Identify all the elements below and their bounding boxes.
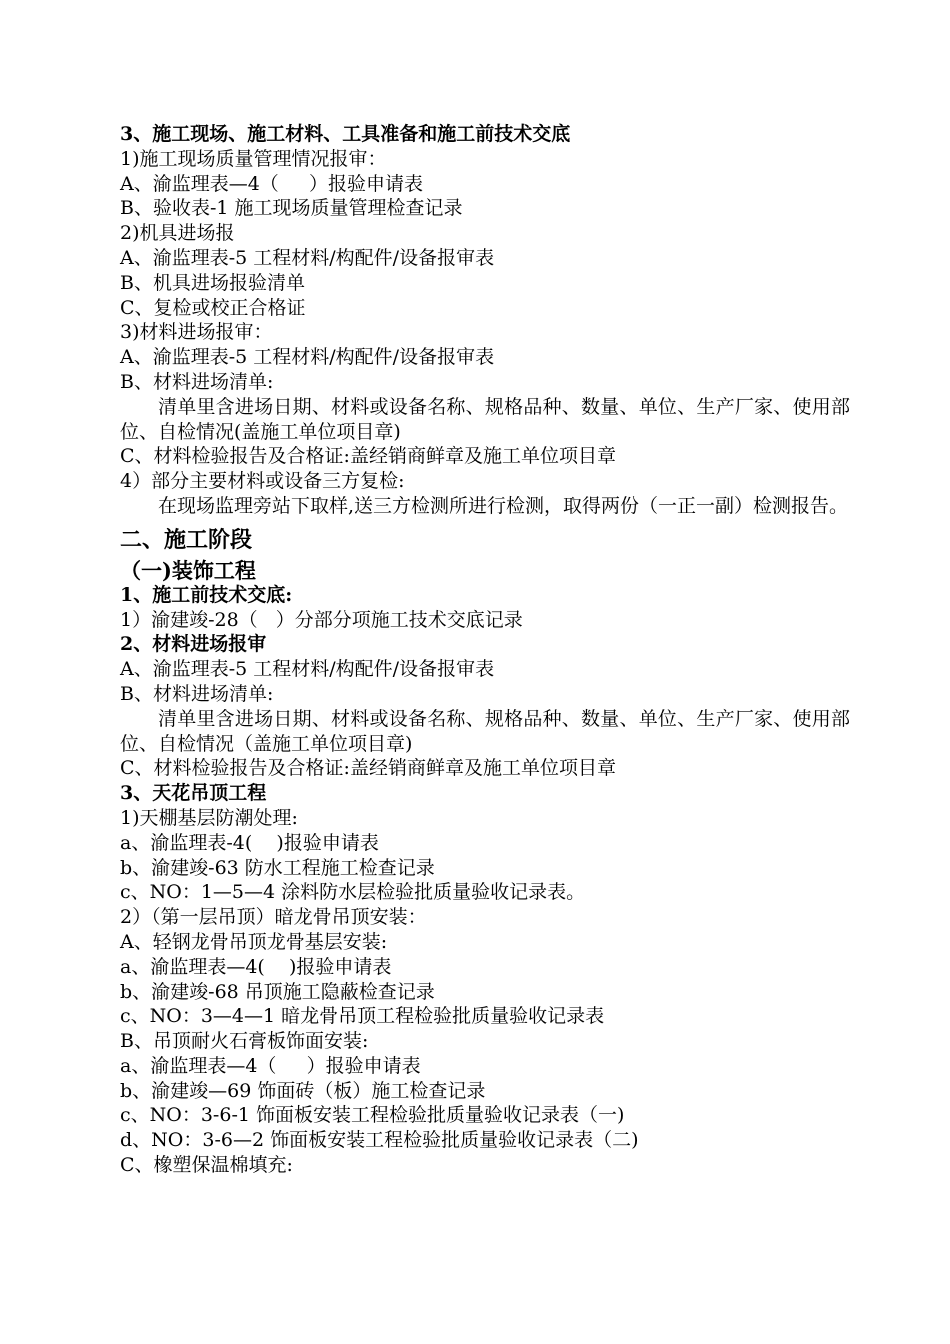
text-line: d、NO：3-6—2 饰面板安装工程检验批质量验收记录表（二): [120, 1129, 639, 1152]
text-line: A、渝监理表-5 工程材料/构配件/设备报审表: [120, 246, 495, 269]
text-line: C、材料检验报告及合格证:盖经销商鲜章及施工单位项目章: [120, 757, 616, 780]
text-line: 2、材料进场报审: [120, 633, 267, 656]
text-line: 1、施工前技术交底:: [120, 583, 293, 606]
text-line: 在现场监理旁站下取样,送三方检测所进行检测，取得两份（一正一副）检测报告。: [158, 494, 849, 517]
text-line: b、渝建竣—69 饰面砖（板）施工检查记录: [120, 1079, 486, 1102]
text-line: c、NO：3—4—1 暗龙骨吊顶工程检验批质量验收记录表: [120, 1005, 605, 1028]
text-line: （一)装饰工程: [120, 557, 256, 583]
text-line: a、渝监理表—4（ ）报验申请表: [120, 1054, 421, 1077]
text-line: A、渝监理表-5 工程材料/构配件/设备报审表: [120, 346, 495, 369]
document-body: [120, 122, 850, 1178]
text-line: 3、天花吊顶工程: [120, 782, 267, 805]
text-line: c、NO：3-6-1 饰面板安装工程检验批质量验收记录表（一): [120, 1104, 625, 1127]
text-line: 2)机具进场报: [120, 222, 235, 245]
text-line: 3)材料进场报审：: [120, 321, 273, 344]
text-line: B、机具进场报验清单: [120, 271, 305, 294]
text-line: 1)天棚基层防潮处理:: [120, 806, 298, 829]
text-line: 清单里含进场日期、材料或设备名称、规格品种、数量、单位、生产厂家、使用部位、自检情况(盖施工单位项目章): [120, 395, 850, 443]
text-line: 3、施工现场、施工材料、工具准备和施工前技术交底: [120, 123, 571, 145]
text-line: b、渝建竣-63 防水工程施工检查记录: [120, 856, 435, 879]
text-line: A、渝监理表—4（ ）报验申请表: [120, 172, 424, 195]
text-line: C、复检或校正合格证: [120, 296, 306, 319]
text-line: C、材料检验报告及合格证:盖经销商鲜章及施工单位项目章: [120, 445, 616, 468]
text-line: C、橡塑保温棉填充:: [120, 1154, 293, 1177]
text-line: 1）渝建竣-28（ ）分部分项施工技术交底记录: [120, 608, 523, 631]
text-line: 清单里含进场日期、材料或设备名称、规格品种、数量、单位、生产厂家、使用部位、自检情况（盖施工单位项目章): [120, 707, 850, 755]
text-line: 4）部分主要材料或设备三方复检:: [120, 470, 405, 493]
text-line: B、材料进场清单:: [120, 370, 274, 393]
text-line: 二、施工阶段: [120, 526, 253, 553]
text-line: 2）（第一层吊顶）暗龙骨吊顶安装：: [120, 906, 427, 929]
text-line: a、渝监理表-4( )报验申请表: [120, 831, 379, 854]
text-line: b、渝建竣-68 吊顶施工隐蔽检查记录: [120, 980, 435, 1003]
text-line: A、轻钢龙骨吊顶龙骨基层安装:: [120, 930, 388, 953]
text-line: 1)施工现场质量管理情况报审：: [120, 147, 387, 170]
text-line: B、吊顶耐火石膏板饰面安装:: [120, 1030, 369, 1053]
text-line: a、渝监理表—4( )报验申请表: [120, 955, 392, 978]
text-line: B、验收表-1 施工现场质量管理检查记录: [120, 197, 463, 220]
text-line: A、渝监理表-5 工程材料/构配件/设备报审表: [120, 658, 495, 681]
text-line: B、材料进场清单:: [120, 682, 274, 705]
text-line: c、NO：1—5—4 涂料防水层检验批质量验收记录表。: [120, 881, 586, 904]
